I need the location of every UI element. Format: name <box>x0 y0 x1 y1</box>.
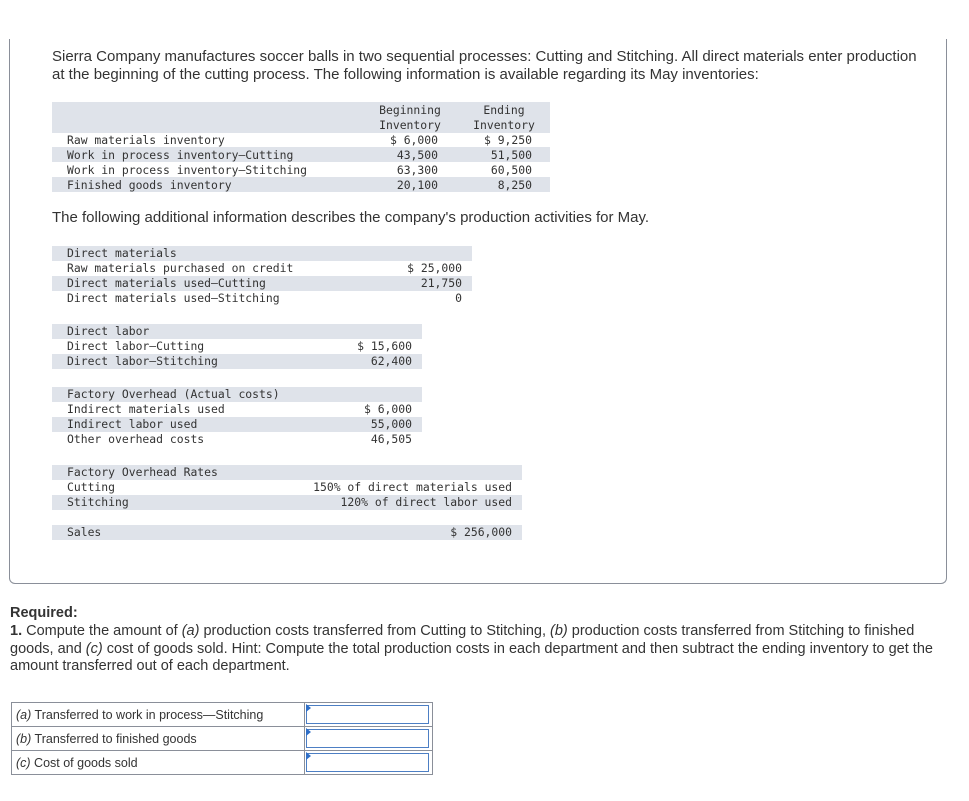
dm-value: 21,750 <box>420 276 462 290</box>
beginning-header-1: Beginning <box>379 103 441 117</box>
rates-value: 150% of direct materials used <box>313 480 512 494</box>
inventory-row-label: Work in process inventory—Stitching <box>67 163 308 177</box>
answer-row <box>12 703 433 727</box>
required-tag-b: (b) <box>550 623 568 639</box>
answer-tag: (c) <box>16 755 31 770</box>
fo-row-label: Indirect labor used <box>67 417 198 431</box>
required-text <box>10 623 945 676</box>
ending-value: 51,500 <box>490 148 532 162</box>
dm-row-label: Direct materials used—Stitching <box>67 291 280 305</box>
dl-value: 62,400 <box>370 354 412 368</box>
answer-label <box>12 751 305 775</box>
rates-row-label: Cutting <box>67 480 116 494</box>
required-heading: Required: <box>10 605 78 621</box>
answer-row <box>12 751 433 775</box>
answer-cell <box>305 703 433 727</box>
ending-value: $ 9,250 <box>483 133 532 147</box>
answer-label <box>12 727 305 751</box>
required-number: 1. <box>10 623 23 639</box>
answer-table <box>11 702 433 775</box>
answer-label-text: Transferred to finished goods <box>31 731 197 746</box>
cell-marker-icon <box>306 704 311 712</box>
required-tag-a: (a) <box>181 623 200 639</box>
answer-cell <box>305 727 433 751</box>
dm-value: $ 25,000 <box>407 261 462 275</box>
inventory-row-label: Finished goods inventory <box>67 178 232 192</box>
answer-tag: (b) <box>16 731 32 746</box>
required-text-part: production costs transferred from Cutting to Stitching, <box>199 623 550 639</box>
ending-header-1: Ending <box>483 103 525 117</box>
beginning-value: 63,300 <box>396 163 438 177</box>
rates-value: 120% of direct labor used <box>340 495 512 509</box>
answer-tag: (a) <box>16 707 32 722</box>
inventory-row-label: Raw materials inventory <box>67 133 225 147</box>
dl-row-label: Direct labor—Stitching <box>67 354 218 368</box>
dm-value: 0 <box>455 291 462 305</box>
additional-info-text: The following additional information describes the company's production activities for May. <box>52 209 650 226</box>
fo-value: 55,000 <box>370 417 412 431</box>
answer-label-text: Transferred to work in process—Stitching <box>31 707 264 722</box>
dm-header: Direct materials <box>67 246 177 260</box>
beginning-header-2: Inventory <box>379 118 441 132</box>
required-text-part: Compute the amount of <box>22 623 182 639</box>
ending-header-2: Inventory <box>473 118 535 132</box>
answer-input-c[interactable] <box>306 753 429 772</box>
sales-label: Sales <box>67 525 102 539</box>
cell-marker-icon <box>306 752 311 760</box>
ending-value: 8,250 <box>497 178 532 192</box>
inventory-row-label: Work in process inventory—Cutting <box>67 148 294 162</box>
answer-row <box>12 727 433 751</box>
dm-row-label: Direct materials used—Cutting <box>67 276 266 290</box>
answer-input-b[interactable] <box>306 729 429 748</box>
dm-row-label: Raw materials purchased on credit <box>67 261 294 275</box>
fo-value: $ 6,000 <box>363 402 412 416</box>
fo-row-label: Other overhead costs <box>67 432 205 446</box>
sales-value: $ 256,000 <box>450 525 512 539</box>
dl-header: Direct labor <box>67 324 150 338</box>
fo-row-label: Indirect materials used <box>67 402 225 416</box>
answer-label <box>12 703 305 727</box>
intro-text: Sierra Company manufactures soccer balls in two sequential processes: Cutting and Stitching. All direct materials enter production at the beginning of the cutting process. The following information is available regarding its May inventories: <box>52 48 917 83</box>
dl-row-label: Direct labor—Cutting <box>67 339 205 353</box>
required-text-part: cost of goods sold. Hint: Compute the total production costs in each department and then subtract the ending inventory to get the amount transferred out of each department. <box>10 640 933 674</box>
cell-marker-icon <box>306 728 311 736</box>
ending-value: 60,500 <box>490 163 532 177</box>
rates-row-label: Stitching <box>67 495 129 509</box>
beginning-value: $ 6,000 <box>389 133 438 147</box>
required-tag-c: (c) <box>85 640 103 657</box>
answer-label-text: Cost of goods sold <box>30 755 138 770</box>
dl-value: $ 15,600 <box>357 339 412 353</box>
beginning-value: 43,500 <box>396 148 438 162</box>
answer-input-a[interactable] <box>306 705 429 724</box>
beginning-value: 20,100 <box>396 178 438 192</box>
fo-header: Factory Overhead (Actual costs) <box>67 387 280 401</box>
answer-cell <box>305 751 433 775</box>
required-text-part: production costs transferred from Stitching to finished goods, and <box>10 623 915 657</box>
fo-value: 46,505 <box>370 432 412 446</box>
rates-header: Factory Overhead Rates <box>67 465 218 479</box>
